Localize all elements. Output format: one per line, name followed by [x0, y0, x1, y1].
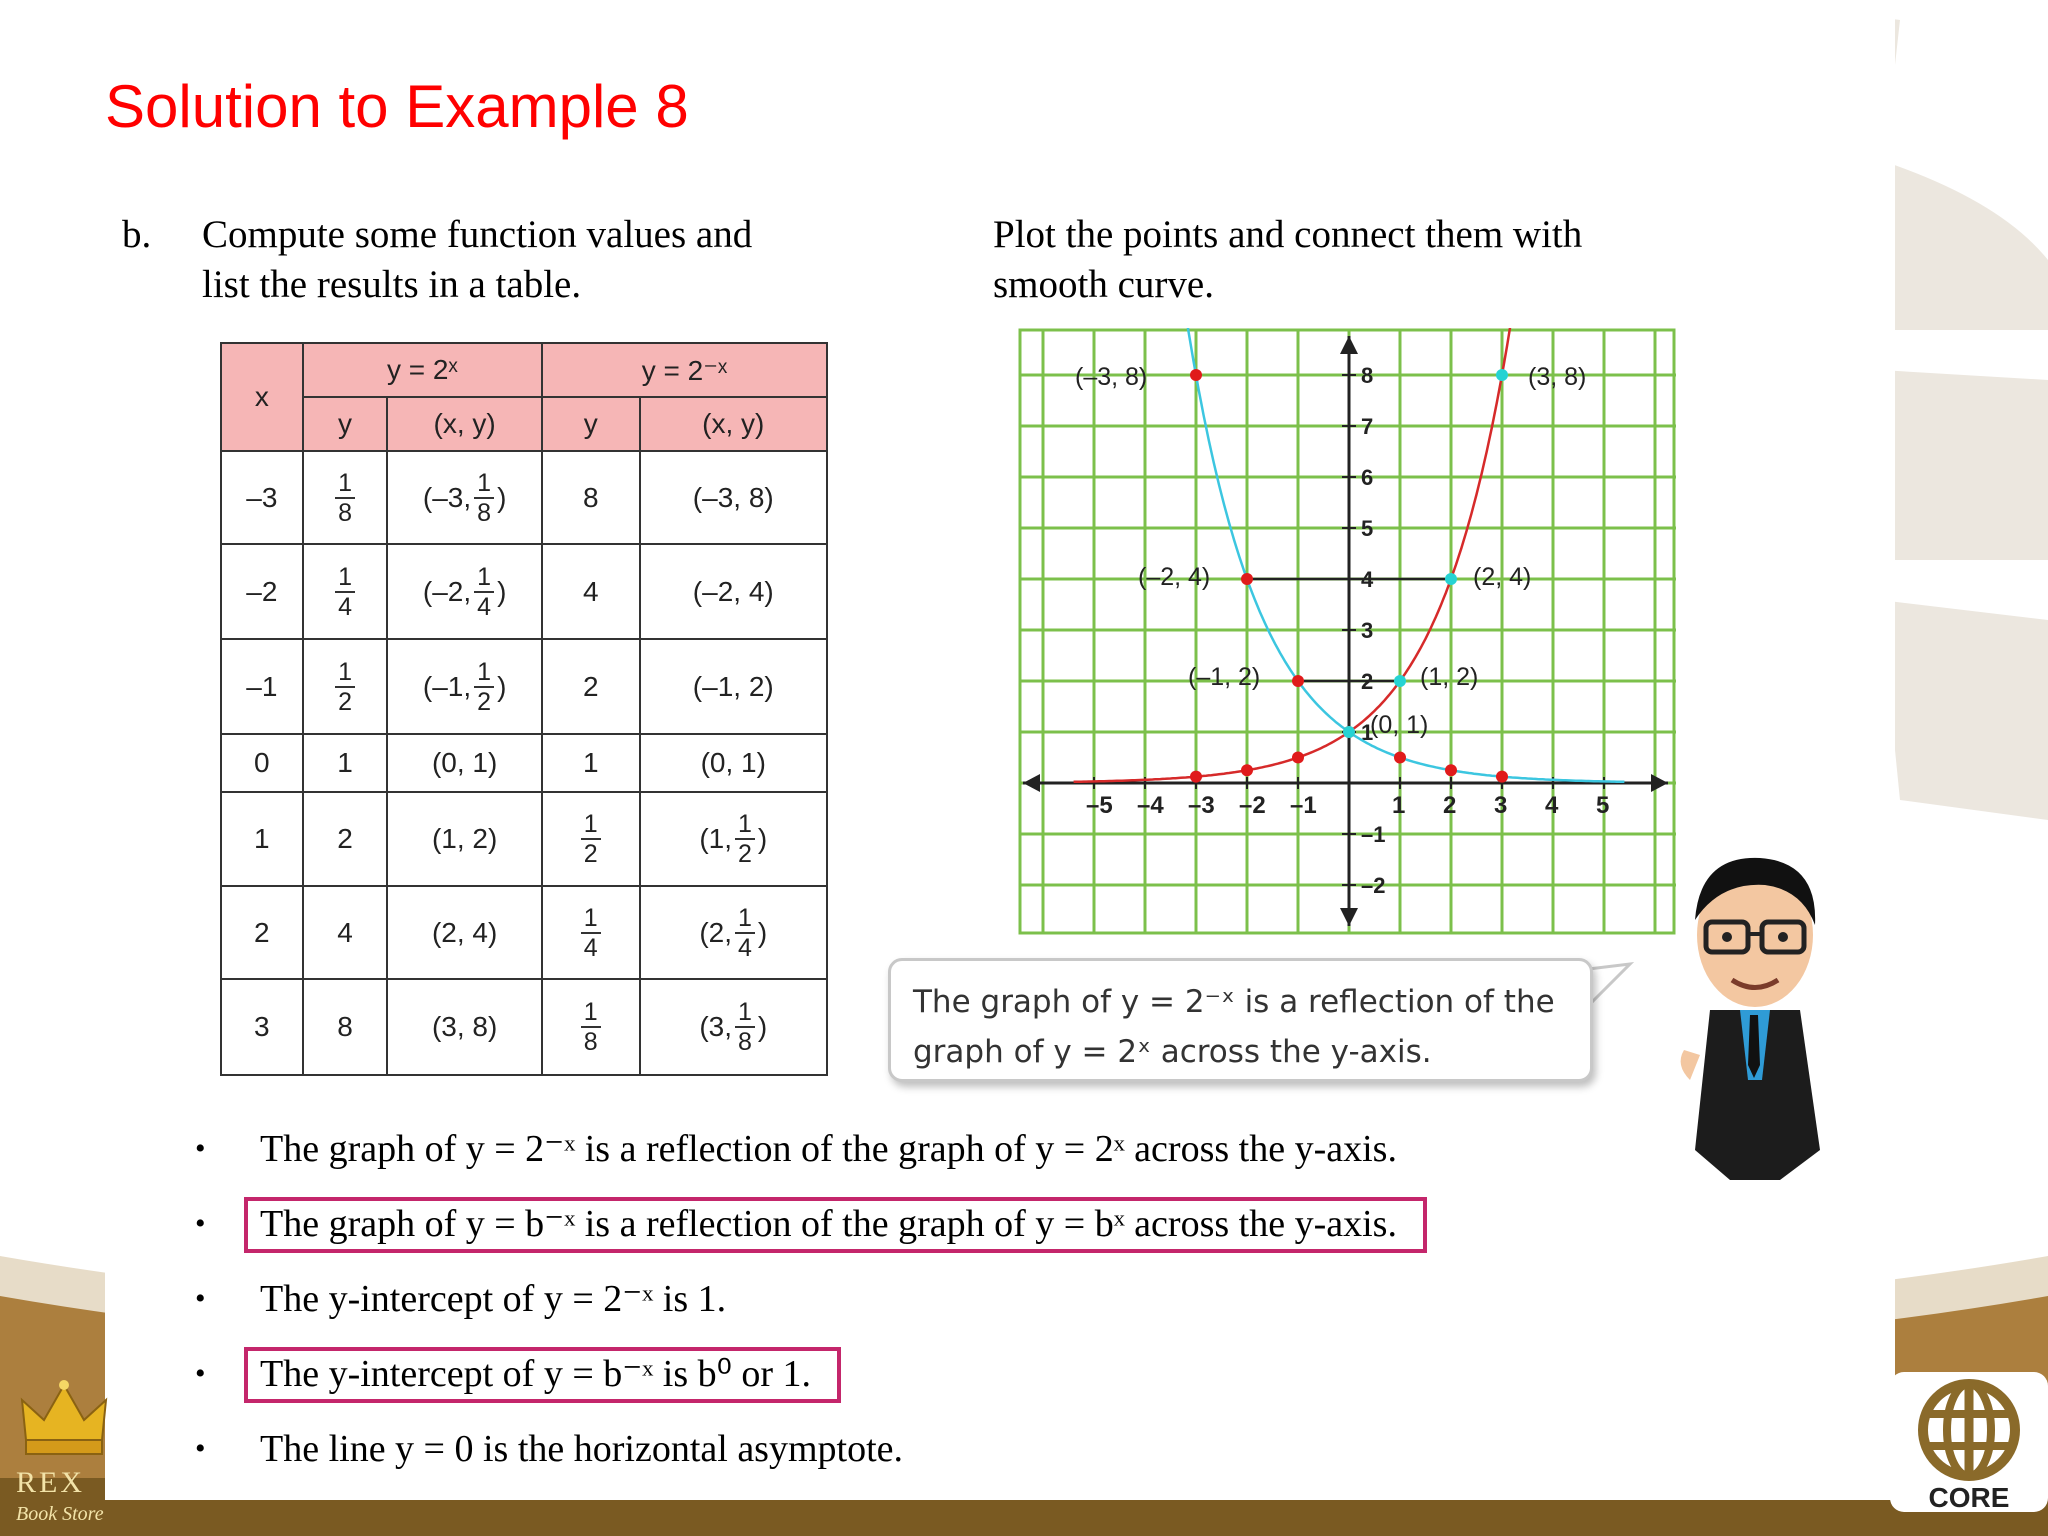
- y-tick-label: 8: [1361, 363, 1374, 388]
- right-heading: [993, 210, 1582, 310]
- cell-y1: 1: [303, 734, 388, 792]
- rex-brand-subtitle: Book Store: [16, 1503, 104, 1525]
- cell-y2: [542, 792, 640, 886]
- part-letter: b.: [122, 213, 152, 256]
- bullet-item-highlighted: [195, 1345, 1715, 1420]
- summary-bullets: [195, 1120, 1715, 1495]
- frac-num: 1: [335, 658, 355, 688]
- slide-title: Solution to Example 8: [105, 73, 689, 140]
- x-axis-right-arrow: [1651, 774, 1668, 792]
- y-tick-label: 6: [1361, 465, 1374, 490]
- x-tick-label: 2: [1443, 792, 1457, 819]
- function-values-table: [220, 342, 828, 1076]
- point-y-2-neg-x: [1394, 752, 1406, 764]
- frac-den: 8: [338, 498, 352, 527]
- frac-den: 4: [477, 592, 492, 621]
- x-tick-label: –3: [1188, 792, 1215, 819]
- bullet-item: [195, 1270, 1715, 1345]
- cell-y1: [303, 544, 388, 639]
- frac-num: 1: [474, 563, 494, 593]
- pair-post: ): [497, 575, 507, 607]
- frac-num: 1: [735, 904, 755, 934]
- cell-point2: [640, 886, 827, 979]
- cell-x: –1: [221, 639, 303, 734]
- frac-num: 1: [735, 998, 755, 1028]
- subheader-y: y: [542, 397, 640, 451]
- cell-point1: (1, 2): [387, 792, 542, 886]
- cell-x: 3: [221, 979, 303, 1075]
- x-tick-label: 4: [1545, 792, 1559, 819]
- cell-x: 0: [221, 734, 303, 792]
- label-neg1-2: (–1, 2): [1188, 663, 1261, 691]
- left-heading: [122, 210, 753, 310]
- pair-post: ): [757, 916, 768, 948]
- y-tick-label: 3: [1361, 618, 1374, 643]
- cell-y1: [303, 451, 388, 544]
- frac-den: 2: [583, 840, 598, 868]
- table-row: [221, 451, 827, 544]
- point-y-2-neg-x: [1496, 771, 1508, 783]
- core-logo: [1890, 1372, 2048, 1512]
- cell-y2: 4: [542, 544, 640, 639]
- bullet-text: The graph of y = b⁻ˣ is a reflection of the graph of y = bˣ across the y-axis.: [244, 1197, 1427, 1253]
- subheader-xy: (x, y): [640, 397, 827, 451]
- bullet-item: [195, 1120, 1715, 1195]
- bullet-text: The y-intercept of y = 2⁻ˣ is 1.: [260, 1278, 727, 1320]
- table-row: [221, 639, 827, 734]
- y-tick-label: –1: [1361, 822, 1386, 847]
- label-3-8: (3, 8): [1528, 363, 1587, 391]
- cell-point2: (–3, 8): [640, 451, 827, 544]
- table-row: [221, 792, 827, 886]
- cell-y1: 4: [303, 886, 388, 979]
- bullet-item-highlighted: [195, 1195, 1715, 1270]
- frac-num: 1: [474, 469, 494, 499]
- point-y-2-neg-x: [1190, 369, 1202, 381]
- point-y-2x: [1190, 771, 1202, 783]
- core-label: CORE: [1928, 1482, 2010, 1513]
- y-tick-label: 1: [1361, 720, 1374, 745]
- subheader-xy: (x, y): [387, 397, 542, 451]
- bullet-text: The graph of y = 2⁻ˣ is a reflection of the graph of y = 2ˣ across the y-axis.: [260, 1128, 1397, 1170]
- frac-num: 1: [335, 469, 355, 499]
- pair-pre: (–2,: [422, 575, 472, 607]
- y-tick-label: 7: [1361, 414, 1374, 439]
- point-y-2x: [1241, 764, 1253, 776]
- cell-point1: [387, 544, 542, 639]
- frac-num: 1: [581, 998, 601, 1028]
- rex-brand-name: REX: [16, 1466, 85, 1499]
- label-2-4: (2, 4): [1473, 563, 1532, 591]
- x-tick-label: –2: [1239, 792, 1266, 819]
- globe-icon: [1914, 1378, 2024, 1482]
- y-tick-label: 4: [1361, 567, 1374, 592]
- table-row: [221, 886, 827, 979]
- cell-point2: [640, 792, 827, 886]
- frac-num: 1: [474, 658, 494, 688]
- table-row: [221, 544, 827, 639]
- frac-den: 4: [738, 933, 752, 962]
- point-labels: [1075, 363, 1586, 739]
- x-tick-label: –1: [1290, 792, 1317, 819]
- pair-pre: (–3,: [422, 481, 472, 513]
- cell-y2: 8: [542, 451, 640, 544]
- pair-post: ): [757, 823, 768, 854]
- cell-point2: (–2, 4): [640, 544, 827, 639]
- x-tick-label: 3: [1494, 792, 1508, 819]
- cell-y2: 1: [542, 734, 640, 792]
- cell-point2: (–1, 2): [640, 639, 827, 734]
- point-y-2x: [1394, 675, 1406, 687]
- point-y-2x: [1292, 752, 1304, 764]
- cell-point1: (0, 1): [387, 734, 542, 792]
- pair-pre: (3,: [699, 1011, 732, 1042]
- label-neg2-4: (–2, 4): [1138, 563, 1211, 591]
- exponential-graph: [1018, 328, 1678, 938]
- point-y-2x: [1496, 369, 1508, 381]
- label-0-1: (0, 1): [1370, 711, 1429, 739]
- cell-point1: (2, 4): [387, 886, 542, 979]
- cell-point1: [387, 451, 542, 544]
- cell-point2: [640, 979, 827, 1075]
- cell-y2: [542, 886, 640, 979]
- y-tick-label: 2: [1361, 669, 1374, 694]
- frac-den: 8: [738, 1028, 752, 1056]
- frac-num: 1: [581, 810, 601, 840]
- cell-y1: 8: [303, 979, 388, 1075]
- cell-point2: (0, 1): [640, 734, 827, 792]
- point-y-2x: [1445, 573, 1457, 585]
- point-y-2-neg-x: [1343, 726, 1355, 738]
- point-y-2-neg-x: [1241, 573, 1253, 585]
- cell-y1: 2: [303, 792, 388, 886]
- bullet-text: The y-intercept of y = b⁻ˣ is b⁰ or 1.: [244, 1347, 841, 1403]
- bubble-line: graph of y = 2ˣ across the y-axis.: [913, 1034, 1432, 1070]
- frac-num: 1: [735, 810, 755, 840]
- x-tick-label: 5: [1596, 792, 1610, 819]
- crown-icon: [14, 1370, 114, 1470]
- y-axis-down-arrow: [1340, 908, 1358, 926]
- subheader-y: y: [303, 397, 388, 451]
- cell-y2: 2: [542, 639, 640, 734]
- pair-pre: (–1,: [422, 670, 472, 702]
- pair-post: ): [497, 670, 507, 702]
- frac-den: 2: [738, 840, 752, 868]
- header-y-2x: y = 2ˣ: [303, 343, 542, 397]
- frac-den: 4: [583, 933, 598, 962]
- pair-post: ): [757, 1011, 768, 1042]
- y-tick-label: –2: [1361, 873, 1386, 898]
- cell-y2: [542, 979, 640, 1075]
- x-tick-label: 1: [1392, 792, 1406, 819]
- curve-y-2x: [1074, 328, 1513, 782]
- cell-y1: [303, 639, 388, 734]
- x-axis-left-arrow: [1023, 774, 1040, 792]
- right-heading-line: Plot the points and connect them with: [993, 213, 1583, 256]
- left-heading-line: list the results in a table.: [202, 263, 582, 306]
- cell-x: 2: [221, 886, 303, 979]
- frac-den: 4: [338, 592, 352, 621]
- pair-pre: (1,: [699, 823, 732, 854]
- frac-num: 1: [581, 904, 601, 934]
- cell-point1: [387, 639, 542, 734]
- pair-pre: (2,: [699, 916, 732, 948]
- bubble-line: The graph of y = 2⁻ˣ is a reflection of the: [913, 984, 1555, 1020]
- x-tick-label: –5: [1086, 792, 1113, 819]
- bullet-text: The line y = 0 is the horizontal asymptote.: [260, 1428, 904, 1470]
- y-axis-up-arrow: [1340, 336, 1358, 354]
- frac-num: 1: [335, 563, 355, 593]
- cell-x: –2: [221, 544, 303, 639]
- speech-bubble: [888, 958, 1593, 1082]
- frac-den: 2: [477, 687, 492, 716]
- cell-point1: (3, 8): [387, 979, 542, 1075]
- frac-den: 8: [583, 1028, 598, 1056]
- point-y-2-neg-x: [1292, 675, 1304, 687]
- header-x: x: [221, 343, 303, 451]
- cell-x: 1: [221, 792, 303, 886]
- bullet-item: [195, 1420, 1715, 1495]
- header-y-2-neg-x: y = 2⁻ˣ: [542, 343, 827, 397]
- left-heading-line: Compute some function values and: [202, 213, 753, 256]
- frac-den: 2: [338, 687, 352, 716]
- right-heading-line: smooth curve.: [993, 263, 1214, 306]
- label-1-2: (1, 2): [1420, 663, 1479, 691]
- cell-x: –3: [221, 451, 303, 544]
- table-row: [221, 979, 827, 1075]
- y-tick-label: 5: [1361, 516, 1374, 541]
- table-row: [221, 734, 827, 792]
- point-y-2-neg-x: [1445, 764, 1457, 776]
- frac-den: 8: [477, 498, 492, 527]
- label-neg3-8: (–3, 8): [1075, 363, 1148, 391]
- x-tick-label: –4: [1137, 792, 1164, 819]
- pair-post: ): [497, 481, 507, 513]
